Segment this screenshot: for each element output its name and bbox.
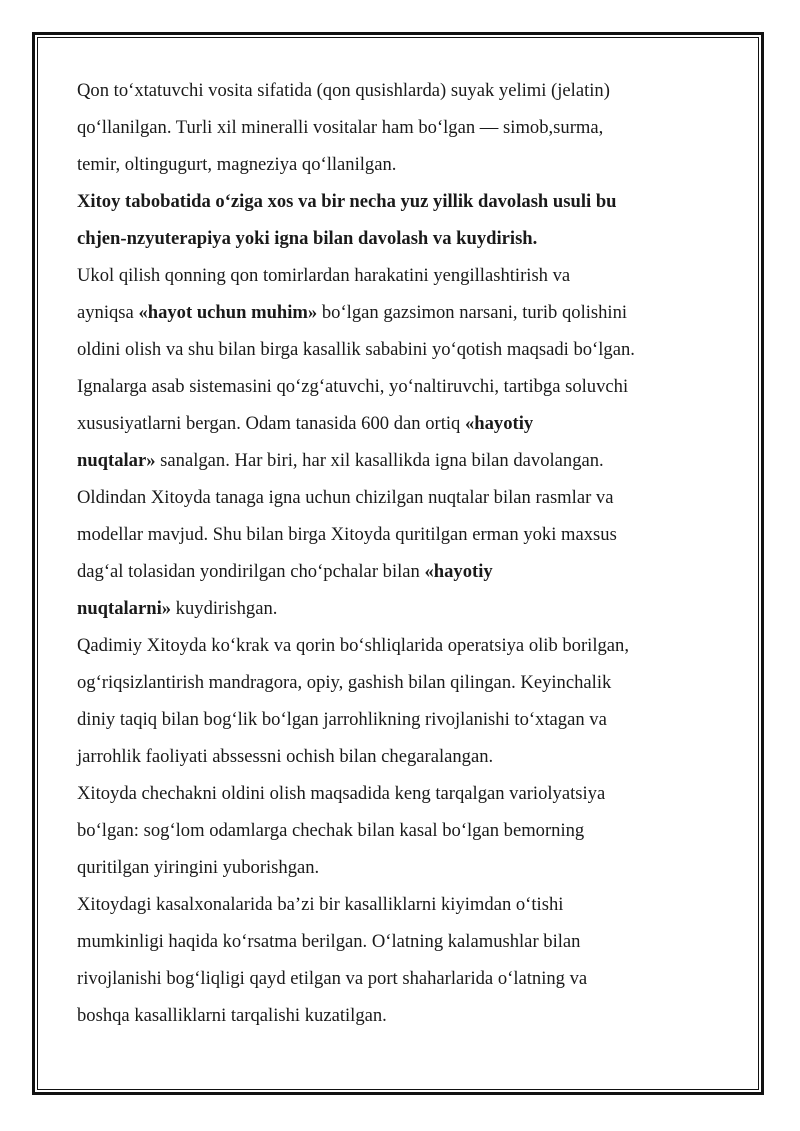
bold-text-segment: chjen-nzyuterapiya yoki igna bilan davolash va kuydirish. — [77, 228, 538, 249]
bold-text-segment: Xitoy tabobatida o‘ziga xos va bir necha yuz yillik davolash usuli bu — [77, 191, 617, 212]
text-line — [77, 664, 737, 701]
text-segment: Qon to‘xtatuvchi vosita sifatida (qon qusishlarda) suyak yelimi (jelatin) — [77, 80, 610, 101]
text-segment: rivojlanishi bog‘liqligi qayd etilgan va port shaharlarida o‘latning va — [77, 968, 588, 989]
text-line — [77, 109, 737, 146]
text-segment: oldini olish va shu bilan birga kasallik sababini yo‘qotish maqsadi bo‘lgan. — [77, 339, 635, 360]
bold-text-segment: «hayotiy — [424, 561, 493, 582]
text-segment: kuydirishgan. — [171, 598, 278, 619]
text-line — [77, 516, 737, 553]
text-line — [77, 72, 737, 109]
text-line — [77, 220, 737, 257]
bold-text-segment: «hayotiy — [464, 413, 534, 434]
text-segment: modellar mavjud. Shu bilan birga Xitoyda quritilgan erman yoki maxsus — [77, 524, 617, 545]
text-line — [77, 997, 737, 1034]
bold-text-segment: nuqtalarni» — [77, 598, 172, 619]
text-line — [77, 812, 737, 849]
text-line — [77, 331, 737, 368]
text-line — [77, 849, 737, 886]
text-line — [77, 479, 737, 516]
text-segment: Oldindan Xitoyda tanaga igna uchun chizilgan nuqtalar bilan rasmlar va — [77, 487, 614, 508]
text-line — [77, 257, 737, 294]
text-line — [77, 553, 737, 590]
text-line — [77, 294, 737, 331]
text-segment: Xitoydagi kasalxonalarida ba’zi bir kasalliklarni kiyimdan o‘tishi — [77, 894, 564, 915]
text-segment: qo‘llanilgan. Turli xil mineralli vositalar ham bo‘lgan — simob,surma, — [77, 117, 604, 138]
text-segment: jarrohlik faoliyati abssessni ochish bilan chegaralangan. — [77, 746, 494, 767]
text-segment: temir, oltingugurt, magneziya qo‘llanilgan. — [77, 154, 397, 175]
bold-text-segment: «hayot uchun muhim» — [138, 302, 318, 323]
text-segment: dag‘al tolasidan yondirilgan cho‘pchalar bilan — [77, 561, 425, 582]
text-segment: boshqa kasalliklarni tarqalishi kuzatilgan. — [77, 1005, 387, 1026]
text-segment: Ignalarga asab sistemasini qo‘zg‘atuvchi, yo‘naltiruvchi, tartibga soluvchi — [77, 376, 629, 397]
document-body — [77, 72, 737, 1034]
text-segment: Ukol qilish qonning qon tomirlardan harakatini yengillashtirish va — [77, 265, 571, 286]
text-segment: quritilgan yiringini yuborishgan. — [77, 857, 320, 878]
text-line — [77, 738, 737, 775]
text-line — [77, 183, 737, 220]
text-line — [77, 590, 737, 627]
text-line — [77, 405, 737, 442]
text-segment: xususiyatlarni bergan. Odam tanasida 600 dan ortiq — [77, 413, 465, 434]
text-line — [77, 368, 737, 405]
text-line — [77, 960, 737, 997]
text-line — [77, 627, 737, 664]
text-line — [77, 923, 737, 960]
text-segment: diniy taqiq bilan bog‘lik bo‘lgan jarrohlikning rivojlanishi to‘xtagan va — [77, 709, 607, 730]
text-line — [77, 886, 737, 923]
text-segment: sanalgan. Har biri, har xil kasallikda igna bilan davolangan. — [155, 450, 604, 471]
bold-text-segment: nuqtalar» — [77, 450, 156, 471]
text-segment: Xitoyda chechakni oldini olish maqsadida keng tarqalgan variolyatsiya — [77, 783, 606, 804]
text-line — [77, 775, 737, 812]
text-segment: bo‘lgan: sog‘lom odamlarga chechak bilan kasal bo‘lgan bemorning — [77, 820, 585, 841]
text-line — [77, 146, 737, 183]
text-segment: mumkinligi haqida ko‘rsatma berilgan. O‘latning kalamushlar bilan — [77, 931, 581, 952]
text-line — [77, 701, 737, 738]
text-segment: Qadimiy Xitoyda ko‘krak va qorin bo‘shliqlarida operatsiya olib borilgan, — [77, 635, 630, 656]
text-segment: ayniqsa — [77, 302, 139, 323]
text-line — [77, 442, 737, 479]
text-segment: bo‘lgan gazsimon narsani, turib qolishini — [317, 302, 628, 323]
text-segment: og‘riqsizlantirish mandragora, opiy, gashish bilan qilingan. Keyinchalik — [77, 672, 612, 693]
